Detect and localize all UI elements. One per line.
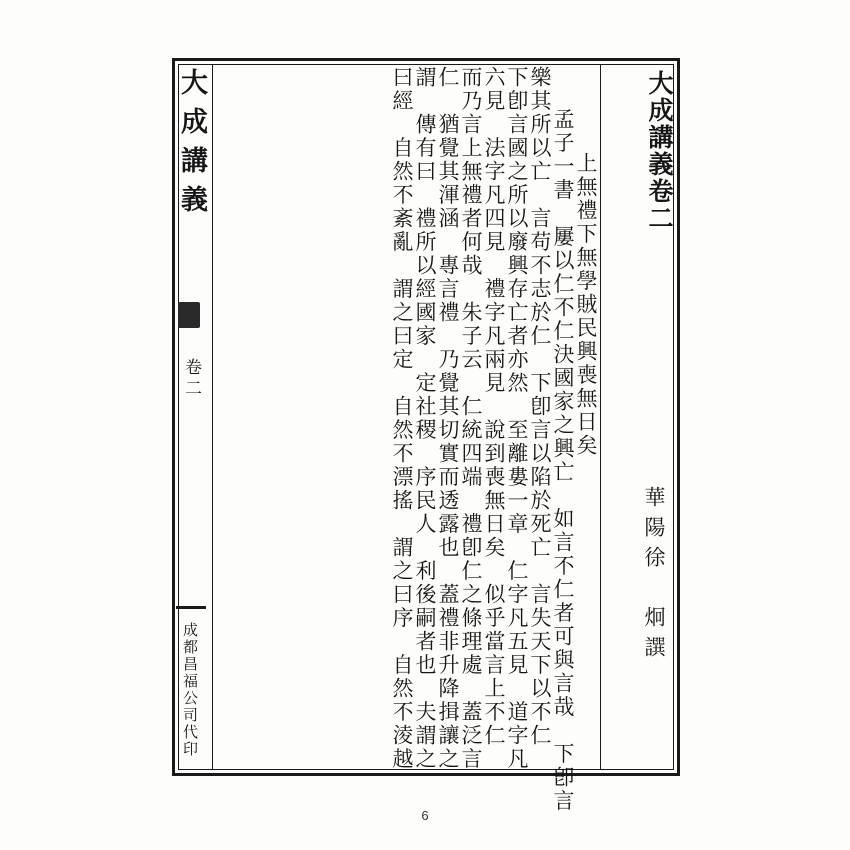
text-column-line: 樂其所以亡 言苟不志於仁 下卽言以陷於死亡 言失天下以不仁 [528, 66, 552, 748]
text-column-line: 孟子一書 屢以仁不仁決國家之興亡 如言不仁者可與言哉 下卽言 [551, 108, 575, 813]
header-column [604, 66, 676, 766]
text-column-line: 謂 傳有曰 禮所以經國家 定社稷 序民人 利後嗣者也 夫謂之 [413, 66, 437, 771]
text-column-line: 而乃言上無禮者何哉 朱子云 仁統四端 禮卽仁之條理處 蓋泛言 [459, 66, 483, 771]
author-attribution: 華陽徐 炯譔 [642, 486, 666, 666]
seal-mark-icon [178, 302, 200, 328]
page-number: 6 [421, 808, 429, 823]
fold-column [176, 66, 214, 768]
fold-title: 大成講義 [176, 68, 207, 224]
fold-juan-label: 卷二 [181, 358, 201, 400]
text-column-line: 上無禮下無學賊民興喪無日矣 [574, 152, 598, 458]
text-column-line: 曰經 自然不紊亂 謂之曰定 自然不漂搖 謂之曰序 自然不淩越 [390, 66, 414, 771]
text-column [413, 66, 437, 771]
text-column [575, 66, 596, 768]
text-column [551, 66, 575, 813]
text-column [459, 66, 483, 771]
text-column [483, 66, 504, 768]
text-column [436, 66, 460, 771]
book-title: 大成講義卷二 [645, 70, 674, 232]
text-column-line: 六見 法字凡四見 禮字凡兩見 說到喪無日矣 似乎當言上不仁 [482, 66, 506, 748]
text-column [505, 66, 529, 771]
publisher-imprint: 成都昌福公司代印 [181, 622, 199, 758]
publisher-bracket [176, 606, 206, 609]
text-column-line: 下卽言國之所以廢興存亡者亦然 至離婁一章 仁字凡五見 道字凡 [505, 66, 529, 771]
text-column-line: 仁 猶覺其渾涵 專言禮 乃覺其切實而透露也 蓋禮非升降揖讓之 [436, 66, 460, 771]
text-column [390, 66, 414, 771]
column-rule-right [600, 64, 601, 770]
body-text [218, 66, 598, 813]
text-column [529, 66, 550, 768]
